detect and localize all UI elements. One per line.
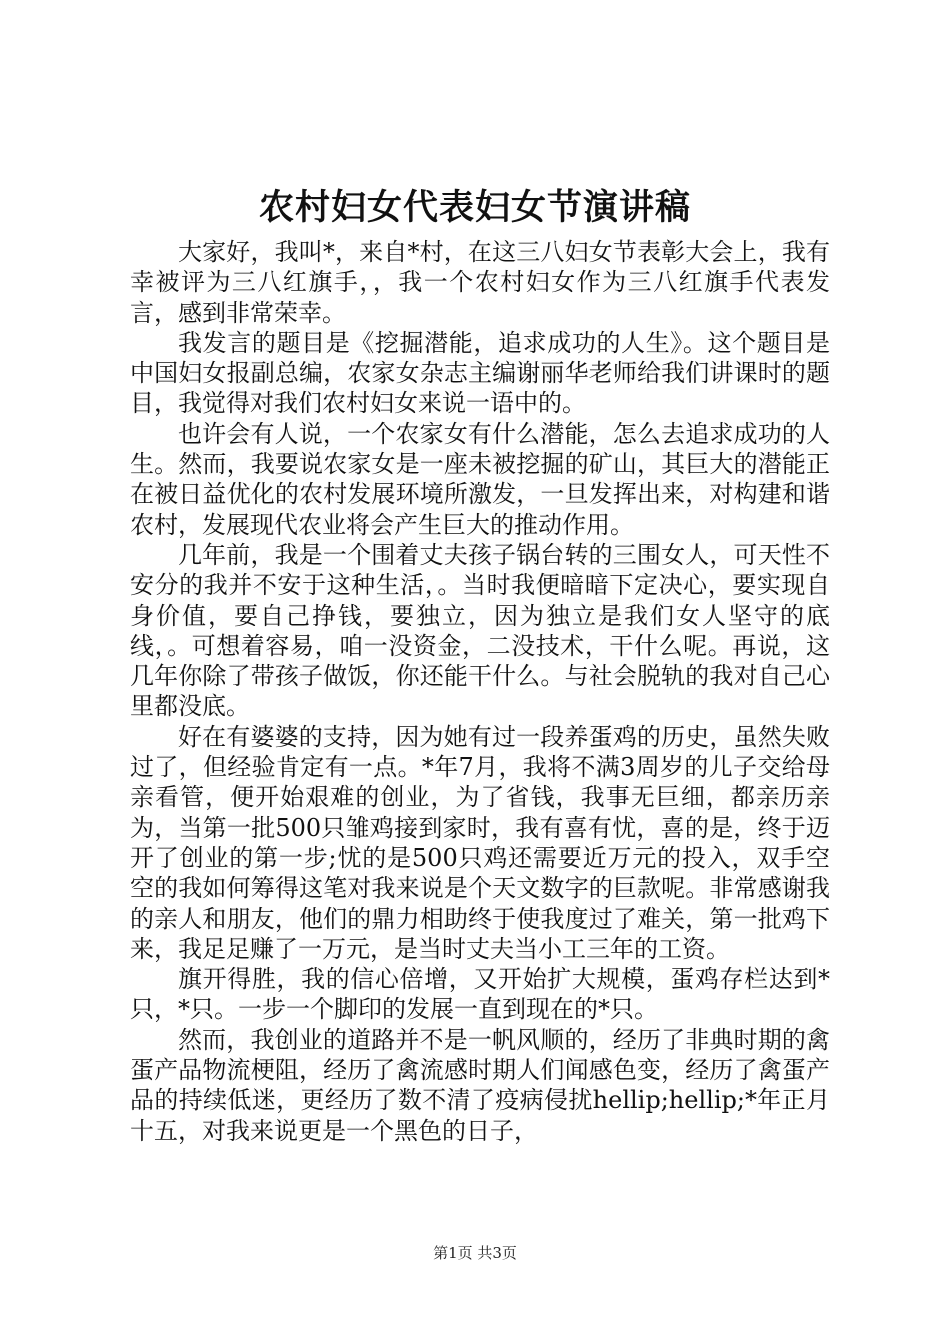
paragraph: 几年前，我是一个围着丈夫孩子锅台转的三围女人，可天性不安分的我并不安于这种生活，。当时我便暗暗下定决心，要实现自身价值，要自己挣钱，要独立，因为独立是我们女人坚守的底线，。可想着容易，咱一没资金，二没技术，干什么呢。再说，这几年你除了带孩子做饭，你还能干什么。与社会脱轨的我对自己心里都没底。 bbox=[130, 540, 830, 721]
paragraph: 我发言的题目是《挖掘潜能，追求成功的人生》。这个题目是中国妇女报副总编，农家女杂志主编谢丽华老师给我们讲课时的题目，我觉得对我们农村妇女来说一语中的。 bbox=[130, 328, 830, 418]
page-number-footer: 第1页 共3页 bbox=[433, 1244, 517, 1262]
paragraph: 大家好，我叫*，来自*村，在这三八妇女节表彰大会上，我有幸被评为三八红旗手，，我一个农村妇女作为三八红旗手代表发言，感到非常荣幸。 bbox=[130, 238, 830, 327]
document-title: 农村妇女代表妇女节演讲稿 bbox=[258, 187, 691, 228]
document-body bbox=[130, 237, 830, 1146]
paragraph: 也许会有人说，一个农家女有什么潜能，怎么去追求成功的人生。然而，我要说农家女是一座未被挖掘的矿山，其巨大的潜能正在被日益优化的农村发展环境所激发，一旦发挥出来，对构建和谐农村，发展现代农业将会产生巨大的推动作用。 bbox=[130, 419, 830, 539]
paragraph: 旗开得胜，我的信心倍增，又开始扩大规模，蛋鸡存栏达到*只，*只。一步一个脚印的发展一直到现在的*只。 bbox=[130, 965, 830, 1024]
paragraph: 然而，我创业的道路并不是一帆风顺的，经历了非典时期的禽蛋产品物流梗阻，经历了禽流感时期人们闻感色变，经历了禽蛋产品的持续低迷，更经历了数不清了疫病侵扰hellip;hellip;*年正月十五，对我来说更是一个黑色的日子， bbox=[130, 1025, 830, 1145]
paragraph: 好在有婆婆的支持，因为她有过一段养蛋鸡的历史，虽然失败过了，但经验肯定有一点。*年7月，我将不满3周岁的儿子交给母亲看管，便开始艰难的创业，为了省钱，我事无巨细，都亲历亲为，当第一批500只雏鸡接到家时，我有喜有忧，喜的是，终于迈开了创业的第一步;忧的是500只鸡还需要近万元的投入，双手空空的我如何筹得这笔对我来说是个天文数字的巨款呢。非常感谢我的亲人和朋友，他们的鼎力相助终于使我度过了难关，第一批鸡下来，我足足赚了一万元，是当时丈夫当小工三年的工资。 bbox=[130, 722, 830, 963]
